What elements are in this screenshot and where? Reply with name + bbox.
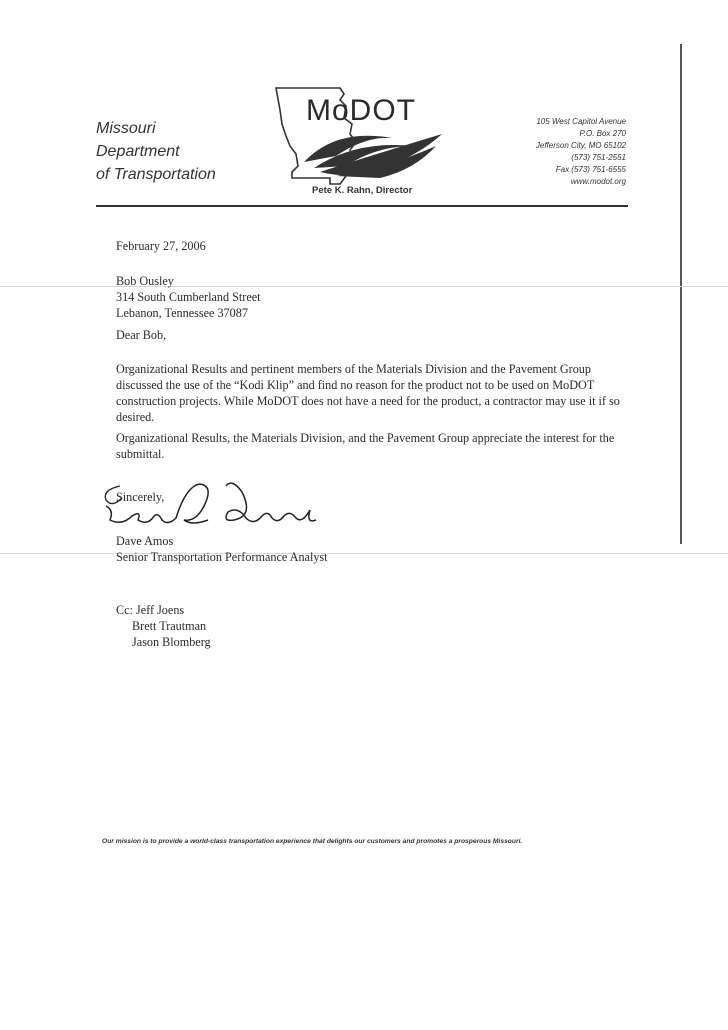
cc-line-1: Cc: Jeff Joens [116, 603, 185, 617]
address-line-city: Jefferson City, MO 65102 [535, 141, 626, 150]
recipient-address [116, 273, 636, 321]
recipient-name: Bob Ousley [116, 274, 174, 288]
recipient-city: Lebanon, Tennessee 37087 [116, 306, 248, 320]
cc-line-2: Brett Trautman [132, 619, 207, 633]
address-block [466, 116, 626, 188]
address-line-pobox: P.O. Box 270 [579, 129, 626, 138]
address-line-phone: (573) 751-2551 [571, 153, 626, 162]
salutation: Dear Bob, [116, 328, 167, 342]
letter-date: February 27, 2006 [116, 239, 206, 253]
department-line-3: of Transportation [96, 166, 216, 183]
cc-block [116, 602, 636, 650]
address-line-fax: Fax (573) 751-6555 [555, 165, 626, 174]
signer-name: Dave Amos [116, 534, 174, 548]
paragraph-1: Organizational Results and pertinent members of the Materials Division and the Pavement Group discussed the use of the “Kodi Klip” and find no reason for the product not to be used on MoDOT construction projects. While MoDOT does not have a need for the product, a contractor may use it if so desired. [116, 362, 620, 424]
letterhead-divider [96, 205, 628, 207]
recipient-street: 314 South Cumberland Street [116, 290, 261, 304]
paragraph-2: Organizational Results, the Materials Division, and the Pavement Group appreciate the interest for the submittal. [116, 431, 615, 461]
cc-line-3: Jason Blomberg [132, 635, 211, 649]
address-line-street: 105 West Capitol Avenue [536, 117, 626, 126]
department-line-2: Department [96, 143, 180, 160]
scan-edge-line [680, 44, 682, 544]
address-line-website: www.modot.org [570, 177, 626, 186]
mission-statement: Our mission is to provide a world-class transportation experience that delights our customers and promotes a prosperous Missouri. [102, 838, 523, 845]
signature-image [92, 476, 332, 536]
signer-title: Senior Transportation Performance Analyst [116, 550, 328, 564]
modot-swoosh-icon [296, 124, 446, 184]
director-name: Pete K. Rahn, Director [312, 185, 413, 196]
closing: Sincerely, [116, 490, 165, 504]
department-line-1: Missouri [96, 120, 156, 137]
signer-block [116, 533, 636, 565]
modot-logo-text: MoDOT [306, 94, 416, 127]
